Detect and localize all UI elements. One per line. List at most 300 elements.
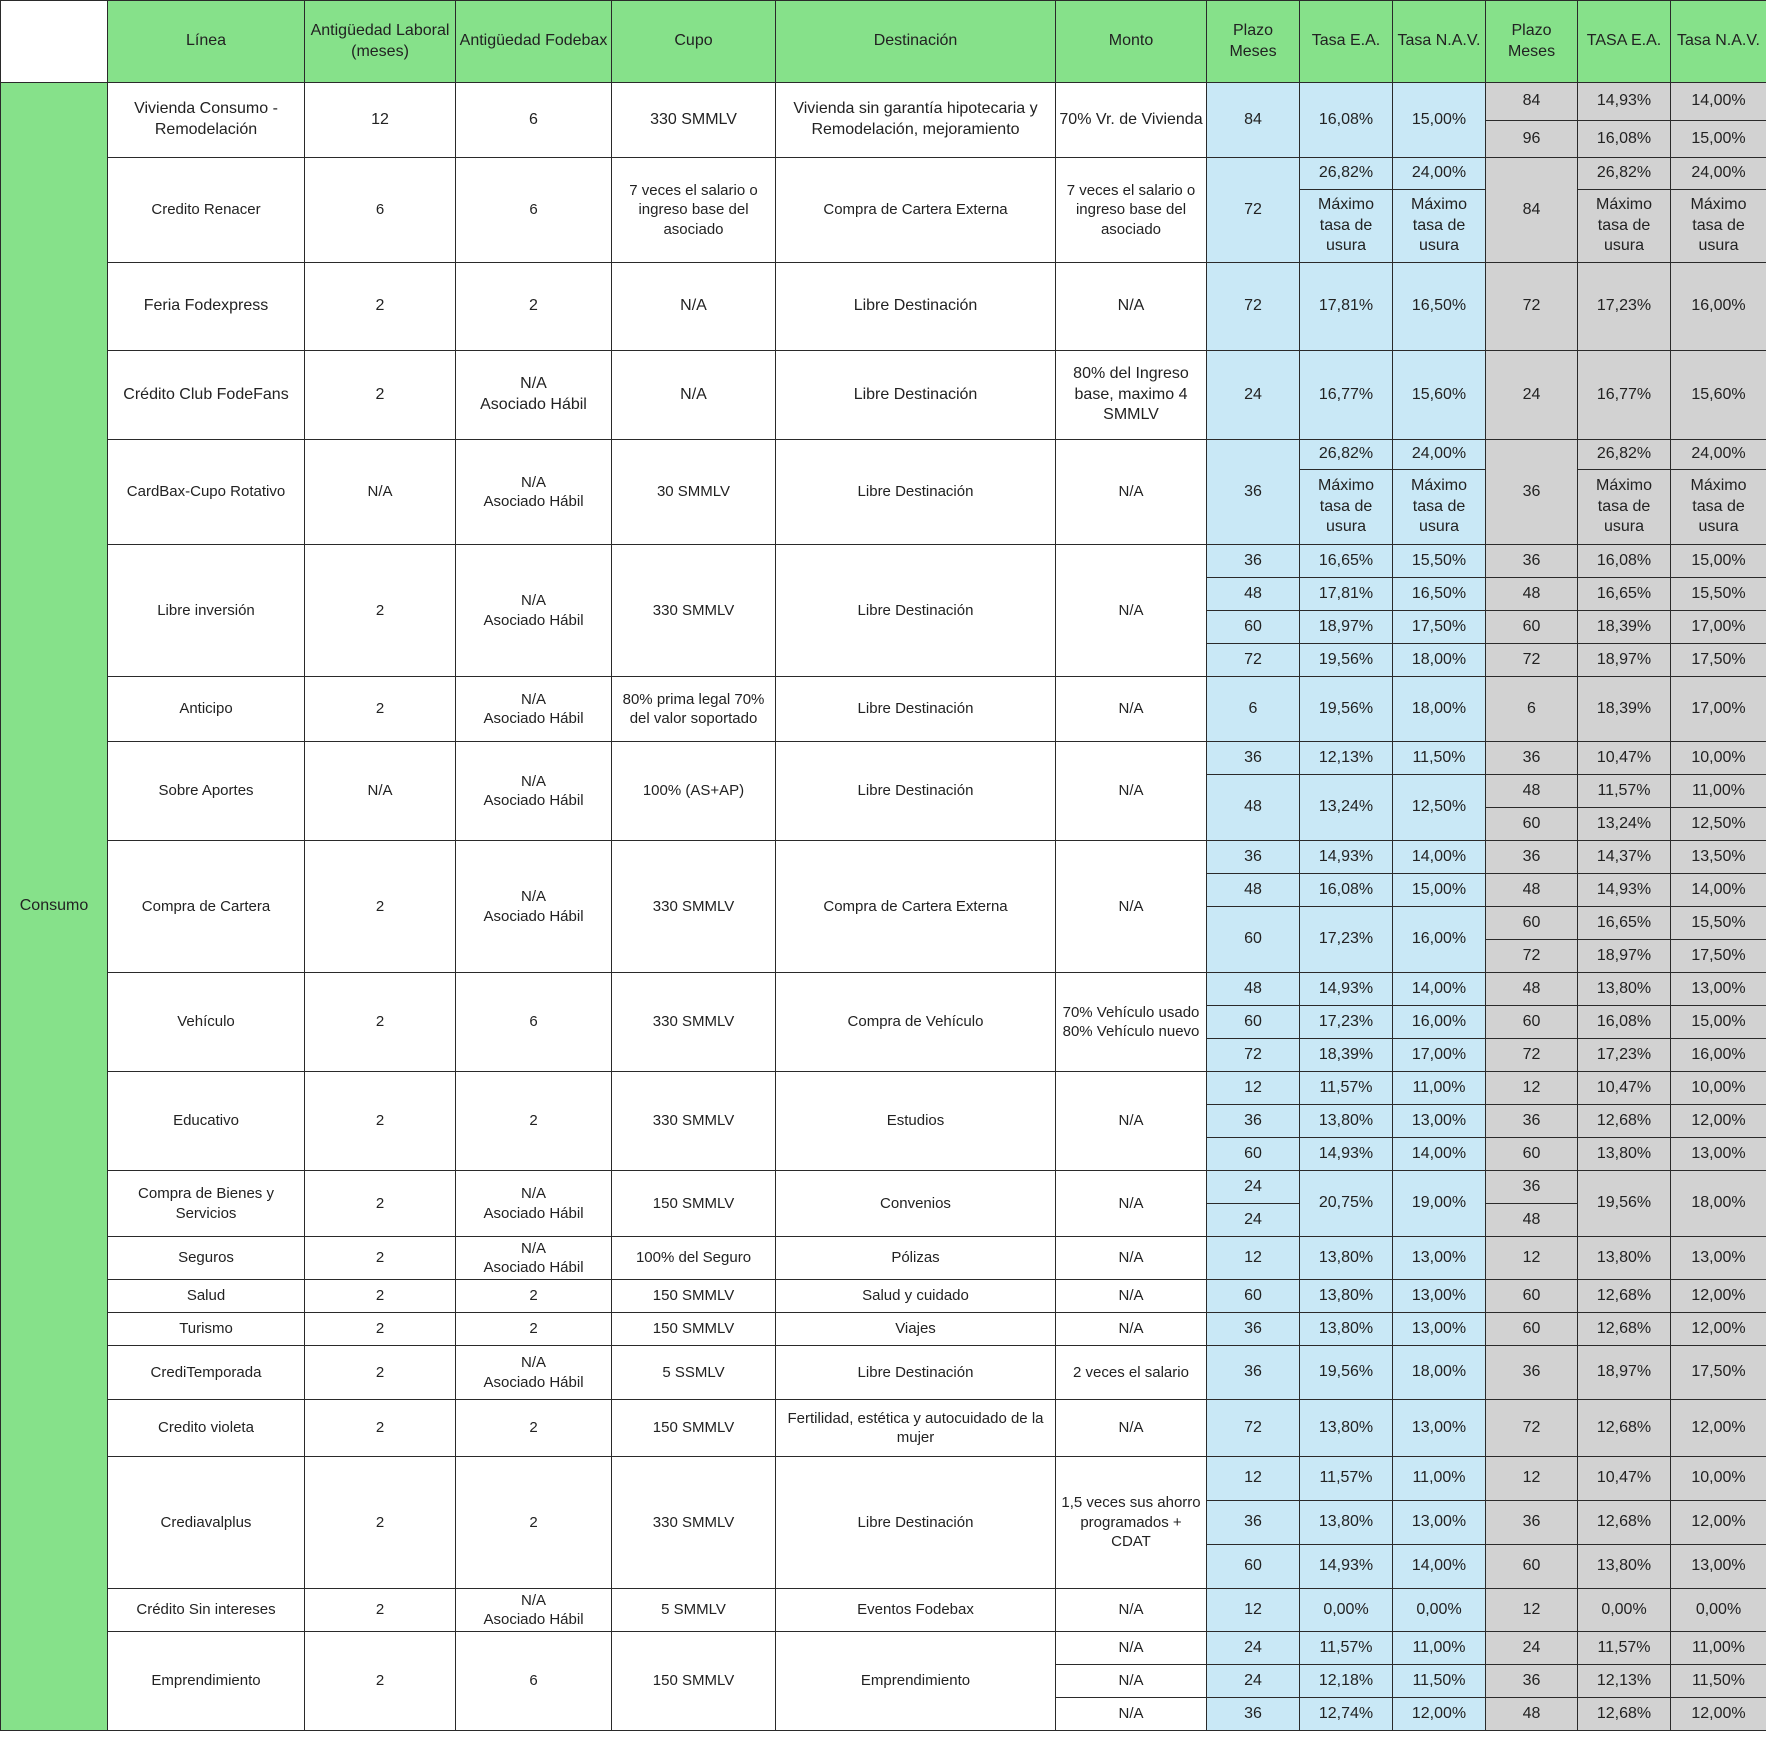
cell-tasa-ea-2: 13,80% xyxy=(1578,1138,1671,1171)
cell-laboral: 12 xyxy=(305,83,456,158)
cell-destinacion: Salud y cuidado xyxy=(776,1280,1056,1313)
cell-tasa-nav-1: 19,00% xyxy=(1393,1171,1486,1237)
cell-monto: N/A xyxy=(1056,742,1207,841)
cell-tasa-nav-2: 17,50% xyxy=(1671,1346,1766,1400)
cell-plazo-2: 36 xyxy=(1486,841,1578,874)
cell-tasa-ea-2: 18,97% xyxy=(1578,1346,1671,1400)
cell-laboral: 2 xyxy=(305,973,456,1072)
cell-tasa-nav-2: 17,00% xyxy=(1671,611,1766,644)
table-row xyxy=(1,158,1766,190)
cell-plazo-1: 72 xyxy=(1207,1400,1300,1457)
cell-monto: N/A xyxy=(1056,677,1207,742)
cell-tasa-ea-2: 16,08% xyxy=(1578,545,1671,578)
cell-linea: Educativo xyxy=(108,1072,305,1171)
cell-tasa-nav-1: 16,50% xyxy=(1393,263,1486,351)
cell-plazo-1: 24 xyxy=(1207,1632,1300,1665)
cell-plazo-2: 96 xyxy=(1486,121,1578,158)
cell-fodebax: 6 xyxy=(456,1632,612,1731)
cell-linea: Emprendimiento xyxy=(108,1632,305,1731)
cell-destinacion: Estudios xyxy=(776,1072,1056,1171)
cell-tasa-ea-1: 16,77% xyxy=(1300,351,1393,440)
cell-plazo-2: 72 xyxy=(1486,644,1578,677)
cell-plazo-2: 36 xyxy=(1486,545,1578,578)
cell-plazo-1: 48 xyxy=(1207,874,1300,907)
cell-tasa-nav-2: 11,00% xyxy=(1671,775,1766,808)
cell-laboral: 2 xyxy=(305,1400,456,1457)
cell-plazo-1: 36 xyxy=(1207,1501,1300,1545)
cell-tasa-ea-1: 13,80% xyxy=(1300,1501,1393,1545)
cell-tasa-ea-2: 16,65% xyxy=(1578,578,1671,611)
na-text: N/A xyxy=(520,888,546,905)
cell-monto: N/A xyxy=(1056,1237,1207,1280)
cell-plazo-2: 48 xyxy=(1486,1204,1578,1237)
corner-cell xyxy=(1,1,108,83)
cell-tasa-ea-2: 12,68% xyxy=(1578,1698,1671,1731)
cell-destinacion: Compra de Cartera Externa xyxy=(776,158,1056,263)
cell-tasa-nav-2: 17,50% xyxy=(1671,940,1766,973)
cell-monto: N/A xyxy=(1056,1072,1207,1171)
table-row xyxy=(1,677,1766,742)
asociado-habil-text: Asociado Hábil xyxy=(483,792,584,809)
cell-cupo: 7 veces el salario o ingreso base del asociado xyxy=(612,158,776,263)
cell-linea: Sobre Aportes xyxy=(108,742,305,841)
cell-cupo: 330 SMMLV xyxy=(612,841,776,973)
cell-tasa-ea-1: 13,80% xyxy=(1300,1105,1393,1138)
cell-tasa-nav-2: 0,00% xyxy=(1671,1589,1766,1632)
header-tasa-nav-1: Tasa N.A.V. xyxy=(1393,1,1486,83)
cell-destinacion: Compra de Cartera Externa xyxy=(776,841,1056,973)
cell-plazo-2: 12 xyxy=(1486,1589,1578,1632)
cell-fodebax: 6 xyxy=(456,83,612,158)
cell-tasa-ea-1: 11,57% xyxy=(1300,1072,1393,1105)
cell-tasa-ea-1: 19,56% xyxy=(1300,1346,1393,1400)
cell-tasa-nav-1: 14,00% xyxy=(1393,841,1486,874)
cell-tasa-ea-2: 18,39% xyxy=(1578,677,1671,742)
cell-tasa-ea-1: 14,93% xyxy=(1300,973,1393,1006)
cell-tasa-ea-2: 26,82% xyxy=(1578,158,1671,190)
asociado-habil-text: Asociado Hábil xyxy=(483,493,584,510)
usura-note: Máximo tasa de usura xyxy=(1578,470,1671,545)
cell-fodebax: 2 xyxy=(456,1072,612,1171)
cell-destinacion: Libre Destinación xyxy=(776,677,1056,742)
cell-tasa-ea-2: 14,93% xyxy=(1578,874,1671,907)
cell-plazo-1: 36 xyxy=(1207,1105,1300,1138)
table-row xyxy=(1,1346,1766,1400)
cell-tasa-nav-1: 0,00% xyxy=(1393,1589,1486,1632)
cell-plazo-2: 12 xyxy=(1486,1237,1578,1280)
cell-cupo: 30 SMMLV xyxy=(612,440,776,545)
table-row xyxy=(1,1313,1766,1346)
cell-plazo-2: 60 xyxy=(1486,1138,1578,1171)
cell-tasa-ea-1: 17,23% xyxy=(1300,907,1393,973)
cell-tasa-nav-2: 12,00% xyxy=(1671,1400,1766,1457)
cell-tasa-nav-1: 16,50% xyxy=(1393,578,1486,611)
cell-plazo-2: 72 xyxy=(1486,940,1578,973)
cell-plazo-1: 84 xyxy=(1207,83,1300,158)
usura-note: Máximo tasa de usura xyxy=(1671,470,1766,545)
cell-tasa-ea-2: 13,80% xyxy=(1578,1545,1671,1589)
cell-plazo-2: 48 xyxy=(1486,775,1578,808)
cell-cupo: 330 SMMLV xyxy=(612,1072,776,1171)
cell-plazo-2: 36 xyxy=(1486,1171,1578,1204)
cell-cupo: 150 SMMLV xyxy=(612,1632,776,1731)
cell-plazo-1: 60 xyxy=(1207,1138,1300,1171)
cell-fodebax: 6 xyxy=(456,973,612,1072)
cell-fodebax: 6 xyxy=(456,158,612,263)
cell-plazo-2: 36 xyxy=(1486,1105,1578,1138)
cell-plazo-1: 60 xyxy=(1207,611,1300,644)
cell-tasa-ea-1: 18,39% xyxy=(1300,1039,1393,1072)
asociado-habil-text: Asociado Hábil xyxy=(483,710,584,727)
cell-tasa-ea-1: 14,93% xyxy=(1300,841,1393,874)
header-tasa-ea-2: TASA E.A. xyxy=(1578,1,1671,83)
cell-cupo: 80% prima legal 70% del valor soportado xyxy=(612,677,776,742)
cell-fodebax xyxy=(456,841,612,973)
cell-plazo-2: 84 xyxy=(1486,83,1578,121)
cell-cupo: 100% del Seguro xyxy=(612,1237,776,1280)
cell-tasa-ea-2: 12,68% xyxy=(1578,1400,1671,1457)
cell-plazo-2: 36 xyxy=(1486,1501,1578,1545)
cell-linea: Credito violeta xyxy=(108,1400,305,1457)
cell-tasa-nav-1: 15,00% xyxy=(1393,83,1486,158)
cell-plazo-1: 12 xyxy=(1207,1072,1300,1105)
na-text: N/A xyxy=(520,1354,546,1371)
cell-tasa-ea-2: 16,08% xyxy=(1578,121,1671,158)
cell-tasa-ea-1: 17,81% xyxy=(1300,263,1393,351)
na-text: N/A xyxy=(520,473,546,491)
cell-plazo-2: 24 xyxy=(1486,351,1578,440)
cell-plazo-2: 36 xyxy=(1486,1665,1578,1698)
cell-monto: 70% Vehículo usado 80% Vehículo nuevo xyxy=(1056,973,1207,1072)
cell-plazo-2: 6 xyxy=(1486,677,1578,742)
cell-destinacion: Vivienda sin garantía hipotecaria y Remodelación, mejoramiento xyxy=(776,83,1056,158)
table-row xyxy=(1,1280,1766,1313)
cell-tasa-ea-1: 13,80% xyxy=(1300,1237,1393,1280)
asociado-habil-text: Asociado Hábil xyxy=(480,396,587,413)
na-text: N/A xyxy=(520,1239,546,1257)
cell-tasa-ea-2: 13,24% xyxy=(1578,808,1671,841)
asociado-habil-text: Asociado Hábil xyxy=(483,907,584,925)
asociado-habil-text: Asociado Hábil xyxy=(483,1259,584,1276)
cell-tasa-ea-1: 16,08% xyxy=(1300,874,1393,907)
cell-tasa-nav-1: 18,00% xyxy=(1393,1346,1486,1400)
cell-plazo-1: 36 xyxy=(1207,1346,1300,1400)
cell-cupo: 150 SMMLV xyxy=(612,1313,776,1346)
cell-tasa-nav-1: 14,00% xyxy=(1393,1545,1486,1589)
cell-laboral: 2 xyxy=(305,1237,456,1280)
cell-fodebax: 2 xyxy=(456,263,612,351)
cell-plazo-1: 24 xyxy=(1207,351,1300,440)
cell-plazo-2: 60 xyxy=(1486,611,1578,644)
cell-tasa-nav-2: 15,50% xyxy=(1671,578,1766,611)
table-row xyxy=(1,1457,1766,1501)
cell-tasa-ea-2: 26,82% xyxy=(1578,440,1671,470)
cell-tasa-nav-1: 14,00% xyxy=(1393,973,1486,1006)
cell-fodebax: 2 xyxy=(456,1280,612,1313)
cell-monto: N/A xyxy=(1056,1400,1207,1457)
cell-tasa-nav-1: 17,00% xyxy=(1393,1039,1486,1072)
cell-tasa-nav-2: 12,00% xyxy=(1671,1313,1766,1346)
cell-cupo: 5 SMMLV xyxy=(612,1589,776,1632)
cell-tasa-ea-1: 13,80% xyxy=(1300,1400,1393,1457)
cell-tasa-nav-2: 13,50% xyxy=(1671,841,1766,874)
cell-tasa-nav-2: 15,50% xyxy=(1671,907,1766,940)
cell-tasa-nav-2: 12,00% xyxy=(1671,1280,1766,1313)
cell-plazo-1: 24 xyxy=(1207,1171,1300,1204)
table-row xyxy=(1,973,1766,1006)
usura-note: Máximo tasa de usura xyxy=(1578,190,1671,263)
table-row xyxy=(1,1589,1766,1632)
header-plazo-1: Plazo Meses xyxy=(1207,1,1300,83)
header-antiguedad-laboral: Antigüedad Laboral (meses) xyxy=(305,1,456,83)
cell-laboral: 2 xyxy=(305,1457,456,1589)
cell-tasa-ea-1: 14,93% xyxy=(1300,1545,1393,1589)
cell-laboral: 2 xyxy=(305,1171,456,1237)
cell-plazo-2: 36 xyxy=(1486,742,1578,775)
cell-linea: Compra de Cartera xyxy=(108,841,305,973)
cell-destinacion: Libre Destinación xyxy=(776,440,1056,545)
cell-linea: Credito Renacer xyxy=(108,158,305,263)
table-row xyxy=(1,83,1766,121)
cell-destinacion: Viajes xyxy=(776,1313,1056,1346)
header-destinacion: Destinación xyxy=(776,1,1056,83)
cell-cupo: 330 SMMLV xyxy=(612,973,776,1072)
cell-plazo-2: 72 xyxy=(1486,263,1578,351)
cell-cupo: N/A xyxy=(612,263,776,351)
cell-linea: Crédito Sin intereses xyxy=(108,1589,305,1632)
table-row xyxy=(1,440,1766,470)
cell-plazo-2: 60 xyxy=(1486,1280,1578,1313)
cell-tasa-ea-2: 10,47% xyxy=(1578,1457,1671,1501)
cell-cupo: 100% (AS+AP) xyxy=(612,742,776,841)
cell-plazo-1: 72 xyxy=(1207,158,1300,263)
cell-tasa-ea-1: 13,24% xyxy=(1300,775,1393,841)
cell-laboral: 2 xyxy=(305,263,456,351)
cell-plazo-1: 48 xyxy=(1207,973,1300,1006)
table-row xyxy=(1,1632,1766,1665)
cell-laboral: 2 xyxy=(305,841,456,973)
cell-laboral: 2 xyxy=(305,677,456,742)
cell-tasa-nav-2: 13,00% xyxy=(1671,1138,1766,1171)
cell-plazo-2: 48 xyxy=(1486,874,1578,907)
cell-tasa-ea-1: 13,80% xyxy=(1300,1280,1393,1313)
cell-cupo: 330 SMMLV xyxy=(612,1457,776,1589)
cell-fodebax: 2 xyxy=(456,1457,612,1589)
table-row xyxy=(1,263,1766,351)
cell-plazo-1: 60 xyxy=(1207,907,1300,973)
cell-tasa-ea-1: 16,65% xyxy=(1300,545,1393,578)
cell-tasa-nav-1: 14,00% xyxy=(1393,1138,1486,1171)
header-linea: Línea xyxy=(108,1,305,83)
cell-tasa-nav-2: 15,60% xyxy=(1671,351,1766,440)
cell-linea: Turismo xyxy=(108,1313,305,1346)
cell-tasa-nav-2: 13,00% xyxy=(1671,1545,1766,1589)
cell-tasa-ea-1: 26,82% xyxy=(1300,158,1393,190)
cell-plazo-1: 72 xyxy=(1207,263,1300,351)
cell-tasa-nav-1: 15,50% xyxy=(1393,545,1486,578)
cell-tasa-nav-1: 13,00% xyxy=(1393,1105,1486,1138)
na-text: N/A xyxy=(520,690,546,708)
cell-tasa-nav-2: 24,00% xyxy=(1671,440,1766,470)
cell-monto: 2 veces el salario xyxy=(1056,1346,1207,1400)
cell-destinacion: Fertilidad, estética y autocuidado de la mujer xyxy=(776,1400,1056,1457)
usura-note: Máximo tasa de usura xyxy=(1671,190,1766,263)
cell-tasa-nav-2: 12,00% xyxy=(1671,1501,1766,1545)
cell-destinacion: Libre Destinación xyxy=(776,1457,1056,1589)
asociado-habil-text: Asociado Hábil xyxy=(483,1373,584,1391)
category-cell: Consumo xyxy=(1,83,108,1731)
cell-tasa-ea-1: 26,82% xyxy=(1300,440,1393,470)
cell-tasa-ea-1: 0,00% xyxy=(1300,1589,1393,1632)
cell-fodebax xyxy=(456,1237,612,1280)
cell-linea: Seguros xyxy=(108,1237,305,1280)
cell-laboral: 2 xyxy=(305,1632,456,1731)
na-text: N/A xyxy=(520,772,546,790)
cell-tasa-ea-2: 14,93% xyxy=(1578,83,1671,121)
cell-plazo-1: 72 xyxy=(1207,1039,1300,1072)
cell-tasa-ea-1: 11,57% xyxy=(1300,1632,1393,1665)
cell-monto: N/A xyxy=(1056,1665,1207,1698)
cell-linea: Feria Fodexpress xyxy=(108,263,305,351)
cell-tasa-ea-2: 18,97% xyxy=(1578,644,1671,677)
cell-laboral: 2 xyxy=(305,1280,456,1313)
cell-plazo-2: 48 xyxy=(1486,578,1578,611)
cell-laboral: 2 xyxy=(305,545,456,677)
cell-tasa-nav-1: 24,00% xyxy=(1393,158,1486,190)
cell-cupo: 150 SMMLV xyxy=(612,1400,776,1457)
cell-tasa-nav-1: 11,50% xyxy=(1393,742,1486,775)
usura-note: Máximo tasa de usura xyxy=(1393,470,1486,545)
cell-linea: Salud xyxy=(108,1280,305,1313)
cell-tasa-ea-1: 12,13% xyxy=(1300,742,1393,775)
cell-plazo-1: 60 xyxy=(1207,1545,1300,1589)
cell-tasa-ea-2: 16,77% xyxy=(1578,351,1671,440)
cell-tasa-ea-1: 12,74% xyxy=(1300,1698,1393,1731)
cell-laboral: N/A xyxy=(305,440,456,545)
cell-tasa-nav-2: 11,00% xyxy=(1671,1632,1766,1665)
cell-plazo-2: 60 xyxy=(1486,907,1578,940)
cell-plazo-1: 24 xyxy=(1207,1204,1300,1237)
na-text: N/A xyxy=(520,375,547,393)
cell-tasa-ea-2: 11,57% xyxy=(1578,1632,1671,1665)
cell-tasa-nav-1: 13,00% xyxy=(1393,1237,1486,1280)
cell-linea: CardBax-Cupo Rotativo xyxy=(108,440,305,545)
cell-tasa-nav-2: 14,00% xyxy=(1671,83,1766,121)
cell-plazo-1: 12 xyxy=(1207,1589,1300,1632)
cell-destinacion: Libre Destinación xyxy=(776,351,1056,440)
cell-plazo-1: 36 xyxy=(1207,1698,1300,1731)
cell-tasa-ea-2: 14,37% xyxy=(1578,841,1671,874)
cell-tasa-nav-1: 15,00% xyxy=(1393,874,1486,907)
cell-monto: N/A xyxy=(1056,1313,1207,1346)
cell-tasa-nav-1: 18,00% xyxy=(1393,644,1486,677)
cell-plazo-2: 60 xyxy=(1486,1006,1578,1039)
cell-plazo-1: 12 xyxy=(1207,1237,1300,1280)
table-row xyxy=(1,1237,1766,1280)
cell-tasa-nav-2: 12,50% xyxy=(1671,808,1766,841)
cell-monto: 80% del Ingreso base, maximo 4 SMMLV xyxy=(1056,351,1207,440)
cell-plazo-2: 60 xyxy=(1486,808,1578,841)
cell-plazo-2: 12 xyxy=(1486,1072,1578,1105)
cell-laboral: 6 xyxy=(305,158,456,263)
table-row xyxy=(1,351,1766,440)
header-tasa-ea-1: Tasa E.A. xyxy=(1300,1,1393,83)
cell-tasa-nav-1: 16,00% xyxy=(1393,1006,1486,1039)
cell-plazo-1: 72 xyxy=(1207,644,1300,677)
cell-monto: N/A xyxy=(1056,263,1207,351)
cell-fodebax xyxy=(456,1589,612,1632)
cell-tasa-nav-2: 15,00% xyxy=(1671,1006,1766,1039)
na-text: N/A xyxy=(520,592,546,609)
cell-laboral: 2 xyxy=(305,1313,456,1346)
table-row xyxy=(1,841,1766,874)
cell-plazo-1: 48 xyxy=(1207,578,1300,611)
cell-tasa-ea-1: 17,81% xyxy=(1300,578,1393,611)
cell-tasa-nav-2: 10,00% xyxy=(1671,1457,1766,1501)
cell-laboral: 2 xyxy=(305,1346,456,1400)
usura-note: Máximo tasa de usura xyxy=(1300,190,1393,263)
cell-destinacion: Pólizas xyxy=(776,1237,1056,1280)
cell-plazo-1: 48 xyxy=(1207,775,1300,841)
cell-tasa-ea-2: 10,47% xyxy=(1578,1072,1671,1105)
cell-linea: Libre inversión xyxy=(108,545,305,677)
asociado-habil-text: Asociado Hábil xyxy=(483,611,584,629)
cell-tasa-nav-1: 15,60% xyxy=(1393,351,1486,440)
header-plazo-2: Plazo Meses xyxy=(1486,1,1578,83)
cell-plazo-1: 60 xyxy=(1207,1006,1300,1039)
table-row xyxy=(1,742,1766,775)
cell-monto: 70% Vr. de Vivienda xyxy=(1056,83,1207,158)
cell-monto: N/A xyxy=(1056,1698,1207,1731)
header-antiguedad-fodebax: Antigüedad Fodebax xyxy=(456,1,612,83)
cell-tasa-nav-1: 13,00% xyxy=(1393,1280,1486,1313)
cell-monto: N/A xyxy=(1056,1280,1207,1313)
cell-tasa-ea-2: 17,23% xyxy=(1578,1039,1671,1072)
cell-linea: Vehículo xyxy=(108,973,305,1072)
cell-tasa-nav-1: 11,00% xyxy=(1393,1632,1486,1665)
cell-fodebax: 2 xyxy=(456,1313,612,1346)
cell-destinacion: Convenios xyxy=(776,1171,1056,1237)
cell-cupo: 5 SSMLV xyxy=(612,1346,776,1400)
cell-tasa-nav-1: 18,00% xyxy=(1393,677,1486,742)
cell-tasa-ea-2: 16,08% xyxy=(1578,1006,1671,1039)
cell-laboral: 2 xyxy=(305,351,456,440)
cell-tasa-nav-2: 15,00% xyxy=(1671,121,1766,158)
cell-plazo-1: 24 xyxy=(1207,1665,1300,1698)
cell-linea: Crediavalplus xyxy=(108,1457,305,1589)
cell-tasa-ea-2: 11,57% xyxy=(1578,775,1671,808)
cell-cupo: N/A xyxy=(612,351,776,440)
cell-tasa-ea-1: 14,93% xyxy=(1300,1138,1393,1171)
cell-tasa-ea-1: 12,18% xyxy=(1300,1665,1393,1698)
header-tasa-nav-2: Tasa N.A.V. xyxy=(1671,1,1766,83)
na-text: N/A xyxy=(520,1591,546,1609)
cell-tasa-ea-1: 11,57% xyxy=(1300,1457,1393,1501)
cell-tasa-nav-1: 12,50% xyxy=(1393,775,1486,841)
cell-plazo-2: 36 xyxy=(1486,1346,1578,1400)
cell-monto: N/A xyxy=(1056,545,1207,677)
cell-destinacion: Emprendimiento xyxy=(776,1632,1056,1731)
cell-tasa-nav-1: 16,00% xyxy=(1393,907,1486,973)
cell-tasa-ea-1: 18,97% xyxy=(1300,611,1393,644)
cell-tasa-nav-2: 24,00% xyxy=(1671,158,1766,190)
cell-plazo-2: 72 xyxy=(1486,1400,1578,1457)
cell-laboral: 2 xyxy=(305,1072,456,1171)
cell-tasa-nav-2: 13,00% xyxy=(1671,1237,1766,1280)
cell-monto: N/A xyxy=(1056,1589,1207,1632)
cell-tasa-ea-2: 10,47% xyxy=(1578,742,1671,775)
cell-linea: Vivienda Consumo - Remodelación xyxy=(108,83,305,158)
